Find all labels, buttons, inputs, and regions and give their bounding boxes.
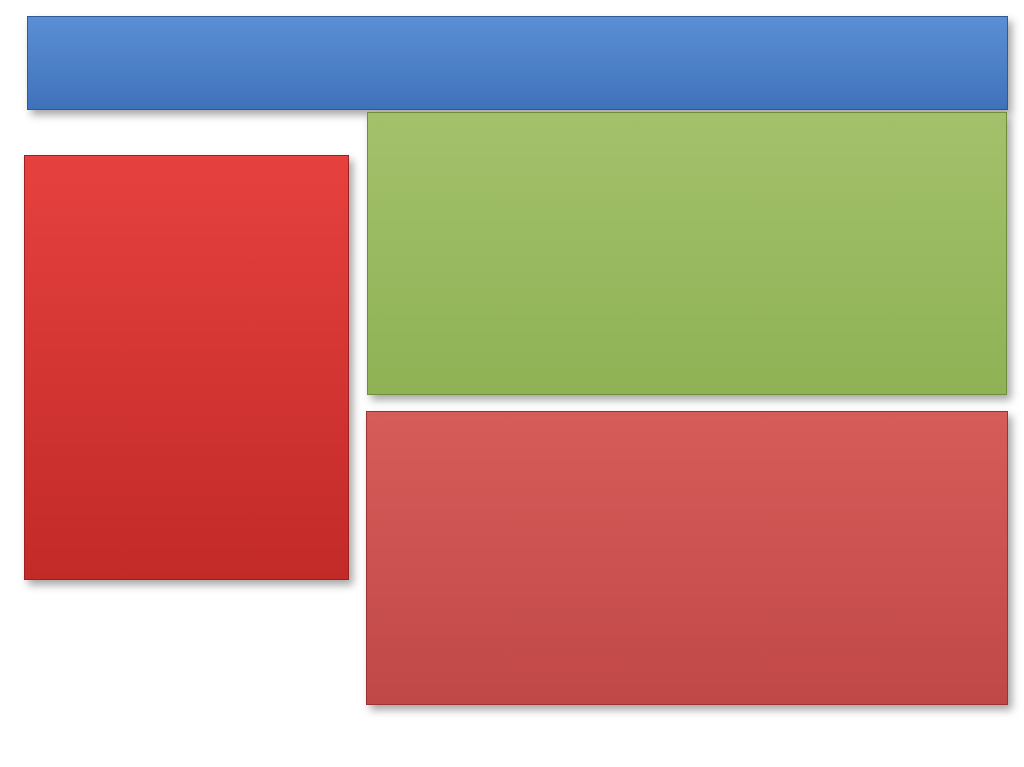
period-three-box xyxy=(366,411,1008,705)
slide-title-box xyxy=(27,16,1008,110)
period-one-box xyxy=(24,155,349,580)
period-two-box xyxy=(367,112,1007,395)
